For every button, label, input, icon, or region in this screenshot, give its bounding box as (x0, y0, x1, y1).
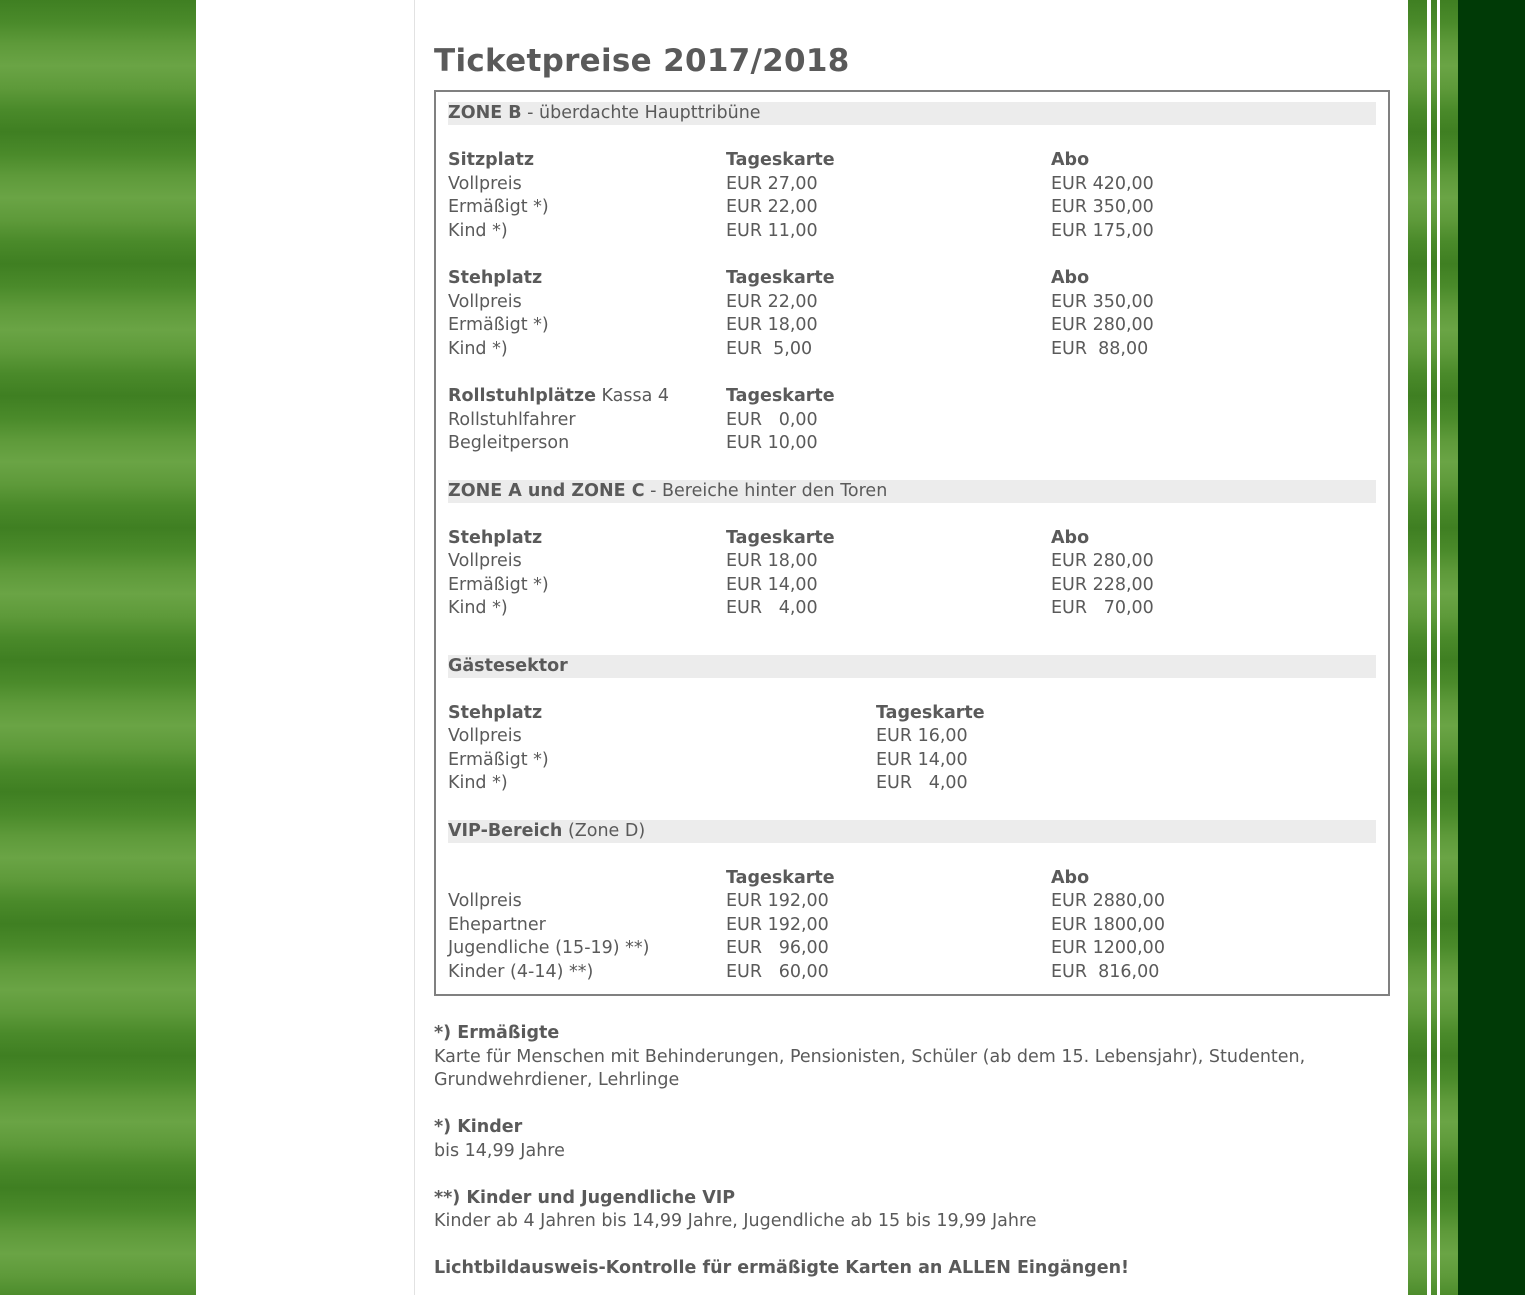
table-row (448, 749, 1376, 773)
table-cell: ZONE B (448, 103, 522, 123)
table-header-row (448, 867, 1376, 891)
table-row (448, 314, 1376, 338)
table-cell: EUR 10,00 (726, 433, 818, 453)
table-cell: Vollpreis (448, 291, 522, 312)
table-row (448, 550, 1376, 574)
table-cell: Begleitperson (448, 433, 570, 453)
table-cell: ZONE A und ZONE C (448, 480, 645, 501)
table-cell: EUR 192,00 (726, 891, 829, 911)
table-cell: Kind *) (448, 220, 508, 241)
table-cell: EUR 22,00 (726, 197, 818, 217)
table-row (448, 409, 1376, 433)
section-zone-b-header (448, 102, 1376, 125)
table-cell: EUR 27,00 (726, 173, 818, 194)
table-cell: EUR 60,00 (726, 961, 829, 982)
footnote-reduced: *) Ermäßigte Karte für Menschen mit Behinderungen, Pensionisten, Schüler (ab dem 15. Lebensjahr), Studenten, Grundwehrdiener, Lehrlinge (434, 1023, 1306, 1090)
table-cell: Jugendliche (15-19) **) (448, 938, 650, 958)
table-cell: EUR 350,00 (1051, 197, 1154, 217)
table-cell: Gästesektor (448, 655, 568, 676)
table-cell: EUR 22,00 (726, 291, 818, 312)
table-cell: EUR 88,00 (1051, 338, 1149, 359)
footnote-vip-youth: **) Kinder und Jugendliche VIP Kinder ab 4 Jahren bis 14,99 Jahre, Jugendliche ab 15 bis 19,99 Jahre (434, 1187, 1037, 1231)
ticket-prices-article (434, 40, 1394, 1281)
table-row (448, 432, 1376, 456)
table-row (448, 937, 1376, 961)
table-cell: Tageskarte (726, 150, 835, 170)
table-cell: Ermäßigt *) (448, 315, 549, 335)
table-cell (448, 385, 726, 409)
table-cell: EUR 5,00 (726, 338, 813, 359)
table-row (448, 173, 1376, 197)
table-cell: Abo (1051, 527, 1090, 548)
table-cell: Kind *) (448, 773, 508, 793)
table-cell: VIP-Bereich (448, 820, 563, 841)
table-header-row (448, 527, 1376, 551)
table-cell: EUR 4,00 (726, 598, 818, 618)
table-cell: Rollstuhlplätze (448, 386, 596, 406)
table-cell: (Zone D) (562, 820, 646, 841)
table-cell: EUR 14,00 (876, 749, 968, 770)
table-row (448, 220, 1376, 244)
dark-green-border (1458, 0, 1525, 1295)
table-header-row (448, 385, 1376, 409)
table-cell: Stehplatz (448, 268, 543, 288)
table-cell: EUR 228,00 (1051, 574, 1154, 595)
table-cell: EUR 280,00 (1051, 551, 1154, 571)
table-cell: EUR 816,00 (1051, 961, 1160, 982)
table-cell: EUR 350,00 (1051, 291, 1154, 312)
table-row (448, 597, 1376, 621)
table-cell: EUR 0,00 (726, 409, 818, 430)
table-cell: EUR 192,00 (726, 914, 829, 935)
table-cell: EUR 4,00 (876, 773, 968, 793)
price-table-box (434, 90, 1390, 996)
table-cell: EUR 18,00 (726, 551, 818, 571)
table-row (448, 914, 1376, 938)
table-row (448, 772, 1376, 796)
table-cell: Kassa 4 (595, 386, 670, 406)
sidebar-divider (414, 0, 415, 1295)
table-cell: Vollpreis (448, 891, 522, 911)
footnotes (434, 1022, 1394, 1281)
table-cell: - überdachte Haupttribüne (521, 103, 761, 123)
table-cell: Kinder (4-14) **) (448, 961, 594, 982)
table-cell: Ermäßigt *) (448, 749, 549, 770)
table-row (448, 574, 1376, 598)
table-cell: EUR 175,00 (1051, 220, 1154, 241)
page-title: Ticketpreise 2017/2018 (434, 43, 850, 79)
table-header-row (448, 149, 1376, 173)
table-cell: EUR 1200,00 (1051, 938, 1165, 958)
table-cell: EUR 70,00 (1051, 598, 1154, 618)
table-cell (448, 867, 726, 891)
table-cell: Tageskarte (876, 702, 985, 723)
table-cell: Sitzplatz (448, 150, 535, 170)
grass-background-right (1408, 0, 1458, 1295)
table-header-row (448, 267, 1376, 291)
table-row (448, 291, 1376, 315)
table-cell: Tageskarte (726, 386, 835, 406)
table-cell: EUR 18,00 (726, 315, 818, 335)
table-cell: Tageskarte (726, 268, 835, 288)
footnote-children: *) Kinder bis 14,99 Jahre (434, 1117, 565, 1161)
table-cell: Abo (1051, 150, 1090, 170)
table-cell: Tageskarte (726, 527, 835, 548)
table-cell: Stehplatz (448, 527, 543, 548)
table-cell: - Bereiche hinter den Toren (644, 480, 888, 501)
table-cell: EUR 11,00 (726, 220, 818, 241)
table-cell: EUR 96,00 (726, 938, 829, 958)
section-vip-header (448, 820, 1376, 843)
table-cell: EUR 420,00 (1051, 173, 1154, 194)
table-cell: Ermäßigt *) (448, 574, 549, 595)
table-cell: Vollpreis (448, 551, 522, 571)
table-header-row (448, 702, 1376, 726)
grass-background-left (0, 0, 196, 1295)
table-cell: Vollpreis (448, 726, 522, 746)
table-cell: EUR 2880,00 (1051, 891, 1165, 911)
table-row (448, 338, 1376, 362)
table-cell: Ermäßigt *) (448, 197, 549, 217)
table-cell: Vollpreis (448, 173, 522, 194)
white-stripe (1437, 0, 1440, 1295)
table-cell: Abo (1051, 867, 1090, 888)
table-cell: EUR 14,00 (726, 574, 818, 595)
table-cell: Kind *) (448, 598, 508, 618)
table-cell: EUR 280,00 (1051, 315, 1154, 335)
table-cell: Abo (1051, 268, 1090, 288)
table-row (448, 196, 1376, 220)
table-cell: Ehepartner (448, 914, 546, 935)
table-row (448, 890, 1376, 914)
table-cell: Kind *) (448, 338, 508, 359)
table-cell: Tageskarte (726, 867, 835, 888)
section-zone-ac-header (448, 480, 1376, 503)
white-stripe (1427, 0, 1431, 1295)
table-cell: EUR 1800,00 (1051, 914, 1165, 935)
table-cell: EUR 16,00 (876, 726, 968, 746)
table-cell: Rollstuhlfahrer (448, 409, 576, 430)
table-row (448, 725, 1376, 749)
table-cell: Stehplatz (448, 702, 543, 723)
id-check-note: Lichtbildausweis-Kontrolle für ermäßigte Karten an ALLEN Eingängen! (434, 1258, 1130, 1278)
section-guest-header (448, 655, 1376, 678)
table-row (448, 961, 1376, 985)
